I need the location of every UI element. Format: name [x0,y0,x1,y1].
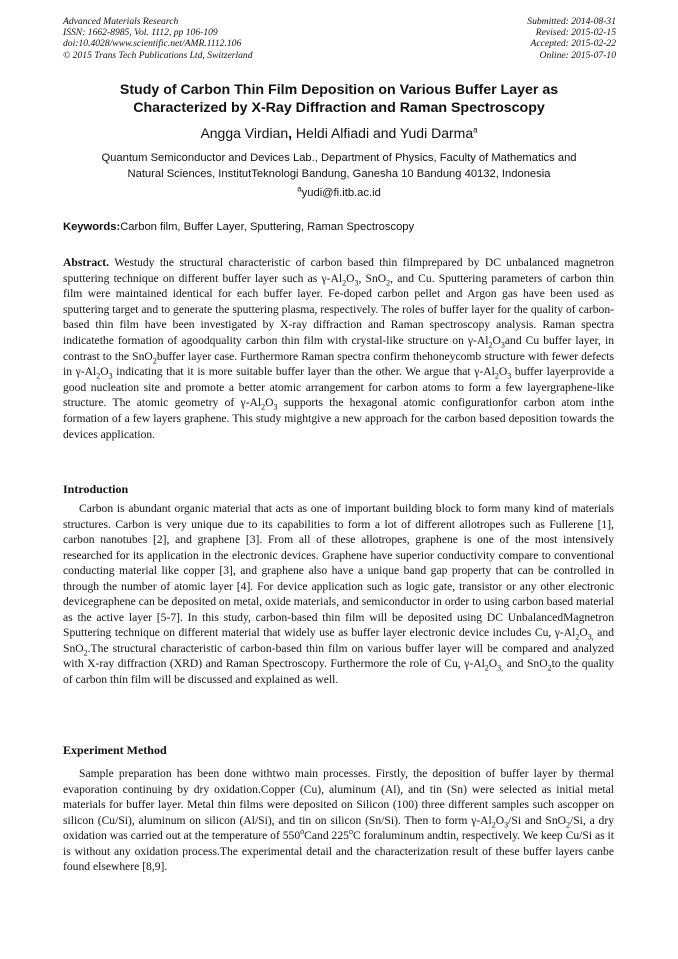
experiment-heading: Experiment Method [63,743,167,757]
doi-line: doi:10.4028/www.scientific.net/AMR.1112.106 [63,38,242,50]
affiliation-line-1: Quantum Semiconductor and Devices Lab., Department of Physics, Faculty of Mathematics and [101,152,577,164]
abstract-text: buffer layer case. Furthermore Raman spectra confirm thehoneycomb structure with fewer defects in γ-Al [63,349,614,379]
issn-line: ISSN: 1662-8985, Vol. 1112, pp 106-109 [63,27,218,39]
revised-date: Revised: 2015-02-15 [535,27,616,39]
author-affiliation-mark: a [473,125,478,135]
keywords-label: Keywords: [63,221,121,233]
journal-info [63,16,363,61]
email-address: yudi@fi.itb.ac.id [301,187,381,199]
subscript: 2 [566,819,571,829]
subscript: 3 [108,371,113,381]
subscript: 3, [497,663,504,673]
introduction-heading: Introduction [63,482,129,496]
abstract-text: , SnO [358,271,387,285]
subscript: 2 [386,277,391,287]
keywords-text: Carbon film, Buffer Layer, Sputtering, Raman Spectroscopy [120,221,415,233]
submitted-date: Submitted: 2014-08-31 [527,16,616,27]
superscript: o [300,827,305,837]
affiliation [63,150,615,182]
subscript: 2 [491,819,496,829]
intro-text: and SnO [503,657,548,671]
experiment-text: Sample preparation has been done withtwo main processes. Firstly, the deposition of buffer layer by thermal evaporation continuing by dry oxidation.Copper (Cu), aluminum (Al), and tin (Sn) were selected as initial metal materials for buffer layer. Metal thin films were deposited on Silicon (100) three different samples such ascopper on silicon (Cu/Si), aluminum on silicon (Al/Si), and tin on silicon (Sn/Si). Then to form γ-Al [63,767,614,827]
subscript: 3 [273,402,278,412]
subscript: 3 [500,340,505,350]
subscript: 2 [96,371,101,381]
abstract-label: Abstract. [63,256,110,269]
subscript: 3 [507,371,512,381]
contact-email [63,186,615,200]
accepted-date: Accepted: 2015-02-22 [530,38,616,50]
subscript: 2 [484,663,489,673]
subscript: 2 [261,402,266,412]
experiment-text: C foraluminum andtin, respectively. We keep Cu/Si as it is without any oxidation process.The experimental detail and the characterization result of these buffer layers canbe found elsewhere [8,9]. [63,829,615,874]
paper-title [66,81,612,117]
intro-text: to the quality of carbon thin film will be discussed and explained as well. [63,657,614,687]
subscript: 3 [354,277,359,287]
email-mark: a [297,184,302,194]
subscript: 3, [587,632,594,642]
abstract-text: , and Cu. Sputtering parameters of carbon thin film were maintained identical for each buffer layer. Fe-doped carbon pellet and Argon gas have been used as sputtering target and to generate the sputtering plasma, respectively. The roles of buffer layer for the quality of carbon-based thin film have been investigated by X-ray diffraction and Raman spectroscopy analysis. Raman spectra indicatethe formation of agoodquality carbon thin film with crystal-like structure on γ-Al [63,271,614,347]
introduction-paragraph: Carbon is abundant organic material that acts as one of important building block to form many kind of materials structures. Carbon is very unique due to its capabilities to form a lot of different allotropes such as Fullerene [1], carbon nanotubes [2], and graphene [3]. From all of these allotropes, graphene is one of the most intensively researched for its application in the electronic devices. Graphene have superior conductivity compare to conventional conducting material like copper [3], and graphene also have a unique band gap property that can be controlled in through the number of atomic layer [4]. For device application such as logic gate, transistor or any other electronic devicegraphene can be deposited on metal, oxide materials, and semiconductor in order to using carbon based material as the active layer [5-7]. In this study, carbon-based thin film will be deposited using DC UnbalancedMagnetron Sputtering technique on different material that widely use as buffer layer electronic device includes Cu, $\gamma-Al_2O_{3,}$ and SnO$_2$.The structural characteristic of carbon-based thin film on various buffer layer will be compared and analyzed with X-ray diffraction (XRD) and Raman Spectroscopy. Furthermore the role of Cu, $\gamma-Al_2O_{3,}$ and SnO$_2$to the quality of carbon thin film will be discussed and explained as well. [63,502,614,687]
copyright-line: © 2015 Trans Tech Publications Ltd, Switzerland [63,49,253,61]
subscript: 2 [494,371,499,381]
author-separator: , [288,125,296,141]
subscript: 2 [342,277,347,287]
intro-text: Carbon is abundant organic material that acts as one of important building block to form many kind of materials structures. Carbon is very unique due to its capabilities to form a lot of different allotropes such as Fullerene [1], carbon nanotubes [2], and graphene [3]. From all of these allotropes, graphene is one of the most intensively researched for its application in the electronic devices. Graphene have superior conductivity compare to conventional conducting material like copper [3], and graphene also have a unique band gap property that can be controlled in through the number of atomic layer [4]. For device application such as logic gate, transistor or any other electronic devicegraphene can be deposited on metal, oxide materials, and semiconductor in order to using carbon based material as the active layer [5-7]. In this study, carbon-based thin film will be deposited using DC UnbalancedMagnetron Sputtering technique on different material that widely use as buffer layer electronic device includes Cu, γ-Al [63,502,614,640]
author-list [63,124,615,142]
abstract-text: buffer layerprovide a good nucleation site and promote a better atomic arrangement for carbon atoms to form a few layergraphene-like structure. The atomic geometry of γ-Al [63,365,614,410]
intro-text: and SnO [63,626,614,655]
affiliation-line-2: Natural Sciences, InstitutTeknologi Bandung, Ganesha 10 Bandung 40132, Indonesia [127,168,551,180]
subscript: 3 [504,819,509,829]
superscript: o [348,827,353,837]
title-line-1: Study of Carbon Thin Film Deposition on Various Buffer Layer as [119,82,559,98]
subscript: 2 [152,355,157,365]
author-2-3: Heldi Alfiadi and Yudi Darma [295,125,474,141]
subscript: 2 [83,648,88,658]
author-1: Angga Virdian [200,125,289,141]
title-line-2: Characterized by X-Ray Diffraction and Raman Spectroscopy [133,100,545,116]
abstract: Abstract. Westudy the structural characteristic of carbon based thin filmprepared by DC unbalanced magnetron sputtering technique on different buffer layer such as $\gamma-Al_2O_3$, SnO$_2$, and Cu. Sputtering parameters of carbon thin film were maintained identical for each buffer layer. Fe-doped carbon pellet and Argon gas have been used as sputtering target and to generate the sputtering plasma, respectively. The roles of buffer layer for the quality of carbon-based thin film have been investigated by X-ray diffraction and Raman spectroscopy analysis. Raman spectra indicatethe formation of agoodquality carbon thin film with crystal-like structure on $\gamma-Al_2O_3and$ Cu buffer layer, in contrast to the SnO$_2$buffer layer case. Furthermore Raman spectra confirm thehoneycomb structure with fewer defects in $\gamma-Al_2O_3$ indicating that it is more suitable buffer layer than the other. We argue that $\gamma-Al_2O_3$ buffer layerprovide a good nucleation site and promote a better atomic arrangement for carbon atoms to form a few layergraphene-like structure. The atomic geometry of $\gamma-Al_2O_3$ supports the hexagonal atomic configurationfor carbon atom inthe formation of a few layers graphene. This study mightgive a new approach for the carbon based deposition towards the devices application. [63,256,614,441]
experiment-text: Cand 225 [304,829,349,843]
journal-name: Advanced Materials Research [63,16,179,27]
experiment-paragraph: Sample preparation has been done withtwo main processes. Firstly, the deposition of buffer layer by thermal evaporation continuing by dry oxidation.Copper (Cu), aluminum (Al), and tin (Sn) were selected as initial metal materials for buffer layer. Metal thin films were deposited on Silicon (100) three different samples such ascopper on silicon (Cu/Si), aluminum on silicon (Al/Si), and tin on silicon (Sn/Si). Then to form $\gamma-Al_2O_3/Si$ and SnO$_2$/Si, a dry oxidation was carried out at the temperature of 550$^o$Cand 225$^o$C foraluminum andtin, respectively. We keep Cu/Si as it is without any oxidation process.The experimental detail and the characterization result of these buffer layers canbe found elsewhere [8,9]. [63,767,615,874]
abstract-text: and Cu buffer layer, in contrast to the SnO [63,333,614,363]
intro-text: .The structural characteristic of carbon-based thin film on various buffer layer will be compared and analyzed with X-ray diffraction (XRD) and Raman Spectroscopy. Furthermore the role of Cu, γ-Al [63,641,614,671]
abstract-text: Westudy the structural characteristic of carbon based thin filmprepared by DC unbalanced magnetron sputtering technique on different buffer layer such as γ-Al [63,256,614,285]
keywords-line [63,220,414,234]
abstract-text: supports the hexagonal atomic configurationfor carbon atom inthe formation of a few layers graphene. This study mightgive a new approach for the carbon based deposition towards the devices application. [63,396,614,441]
abstract-text: indicating that it is more suitable buffer layer than the other. We argue that γ-Al [112,365,495,379]
subscript: 2 [488,340,493,350]
subscript: 2 [575,632,580,642]
publication-dates [396,16,616,61]
online-date: Online: 2015-07-10 [539,49,616,61]
experiment-text: /Si, a dry oxidation was carried out at the temperature of 550 [63,813,615,843]
experiment-text: /Si and SnO [508,813,567,827]
subscript: 2 [547,663,552,673]
